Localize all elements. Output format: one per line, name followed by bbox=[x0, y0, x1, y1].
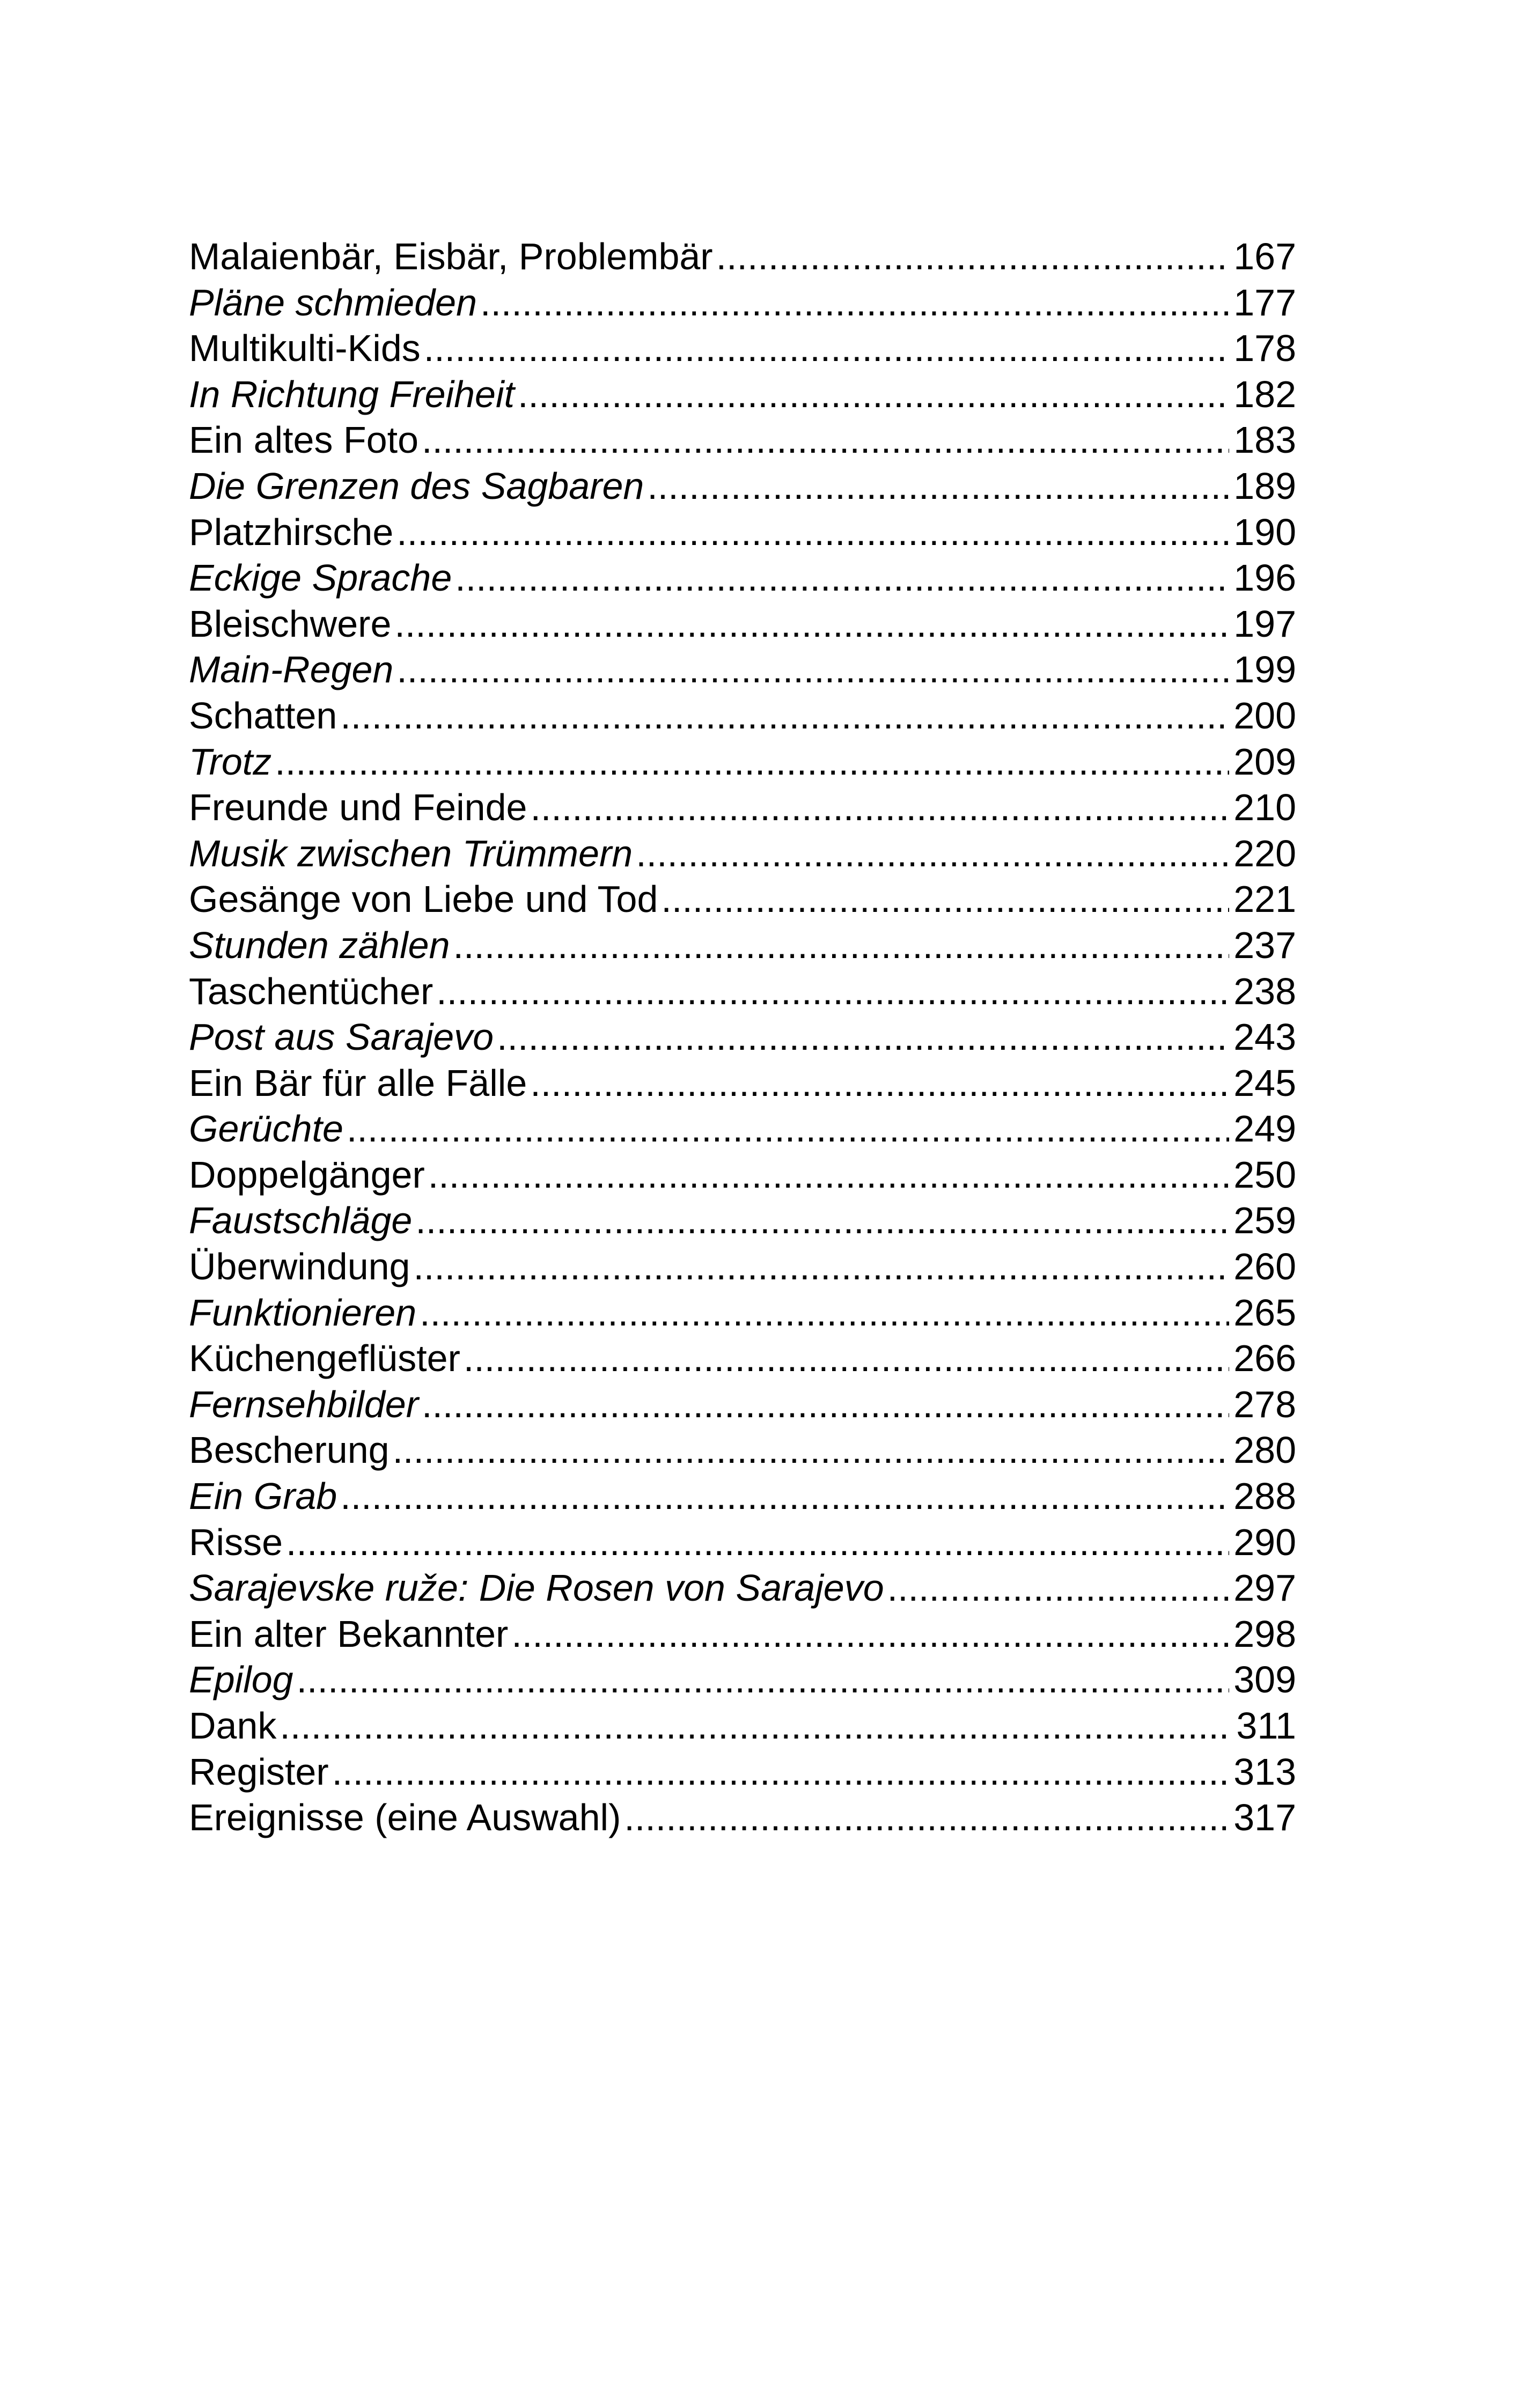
toc-entry-title: Musik zwischen Trümmern bbox=[189, 832, 633, 874]
toc-entry-page-number: 309 bbox=[1233, 1659, 1296, 1701]
toc-entry-page-number: 221 bbox=[1233, 878, 1296, 921]
toc-entry bbox=[189, 1061, 1296, 1107]
toc-entry-page-number: 249 bbox=[1233, 1108, 1296, 1150]
toc-entry-page-number: 209 bbox=[1233, 740, 1296, 783]
toc-entry-page-number: 183 bbox=[1233, 419, 1296, 461]
dot-leader bbox=[275, 739, 1229, 785]
toc-entry-title: Die Grenzen des Sagbaren bbox=[189, 465, 644, 507]
toc-entry-title: Küchengeflüster bbox=[189, 1337, 460, 1380]
toc-entry bbox=[189, 1565, 1296, 1611]
dot-leader bbox=[636, 831, 1229, 877]
toc-entry bbox=[189, 555, 1296, 601]
dot-leader bbox=[393, 1427, 1230, 1474]
toc-entry-title: Bescherung bbox=[189, 1429, 390, 1471]
toc-entry-page-number: 259 bbox=[1233, 1199, 1296, 1242]
toc-entry bbox=[189, 1290, 1296, 1336]
dot-leader bbox=[340, 1474, 1229, 1520]
dot-leader bbox=[428, 1152, 1229, 1198]
toc-entry-page-number: 317 bbox=[1233, 1796, 1296, 1839]
toc-entry bbox=[189, 1611, 1296, 1658]
toc-entry bbox=[189, 923, 1296, 969]
toc-entry-title: Ein Bär für alle Fälle bbox=[189, 1062, 527, 1104]
toc-entry-page-number: 265 bbox=[1233, 1291, 1296, 1334]
toc-entry-page-number: 196 bbox=[1233, 557, 1296, 599]
toc-entry-title: Pläne schmieden bbox=[189, 281, 477, 323]
toc-entry-page-number: 189 bbox=[1233, 465, 1296, 507]
dot-leader bbox=[422, 417, 1229, 463]
dot-leader bbox=[661, 877, 1229, 923]
toc-entry bbox=[189, 1520, 1296, 1566]
toc-entry-title: Ein altes Foto bbox=[189, 419, 418, 461]
toc-entry-page-number: 167 bbox=[1233, 235, 1296, 277]
toc-entry bbox=[189, 417, 1296, 463]
toc-entry-title: Main-Regen bbox=[189, 649, 394, 691]
dot-leader bbox=[453, 923, 1230, 969]
toc-entry-title: Faustschläge bbox=[189, 1199, 413, 1242]
toc-entry-page-number: 220 bbox=[1233, 832, 1296, 874]
toc-entry-title: Schatten bbox=[189, 694, 337, 737]
toc-entry-title: Ein alter Bekannter bbox=[189, 1612, 509, 1655]
toc-entry-title: Ereignisse (eine Auswahl) bbox=[189, 1796, 621, 1839]
toc-entry-page-number: 210 bbox=[1233, 786, 1296, 829]
dot-leader bbox=[286, 1520, 1229, 1566]
toc-entry-title: Stunden zählen bbox=[189, 924, 450, 966]
toc-entry bbox=[189, 877, 1296, 923]
toc-entry-title: Funktionieren bbox=[189, 1291, 417, 1334]
dot-leader bbox=[518, 372, 1229, 418]
toc-entry bbox=[189, 601, 1296, 647]
toc-entry-page-number: 278 bbox=[1233, 1383, 1296, 1425]
dot-leader bbox=[424, 326, 1229, 372]
toc-entry-title: Gerüchte bbox=[189, 1108, 343, 1150]
toc-entry bbox=[189, 693, 1296, 739]
toc-entry-page-number: 238 bbox=[1233, 970, 1296, 1012]
toc-entry-page-number: 298 bbox=[1233, 1612, 1296, 1655]
toc-entry-title: In Richtung Freiheit bbox=[189, 373, 515, 415]
dot-leader bbox=[530, 785, 1229, 831]
dot-leader bbox=[455, 555, 1229, 601]
dot-leader bbox=[420, 1290, 1229, 1336]
toc-entry bbox=[189, 372, 1296, 418]
toc-entry bbox=[189, 647, 1296, 693]
toc-entry-title: Eckige Sprache bbox=[189, 557, 452, 599]
toc-entry bbox=[189, 1749, 1296, 1795]
toc-entry bbox=[189, 1795, 1296, 1841]
toc-entry-title: Fernsehbilder bbox=[189, 1383, 418, 1425]
toc-entry-title: Multikulti-Kids bbox=[189, 327, 421, 370]
toc-entry-page-number: 250 bbox=[1233, 1153, 1296, 1196]
toc-entry-page-number: 178 bbox=[1233, 327, 1296, 370]
toc-entry-page-number: 280 bbox=[1233, 1429, 1296, 1471]
toc-entry-page-number: 260 bbox=[1233, 1246, 1296, 1288]
dot-leader bbox=[297, 1657, 1230, 1703]
toc-entry-title: Trotz bbox=[189, 740, 272, 783]
toc-entry-title: Doppelgänger bbox=[189, 1153, 425, 1196]
toc-entry-page-number: 290 bbox=[1233, 1521, 1296, 1563]
dot-leader bbox=[422, 1382, 1229, 1428]
toc-entry-title: Freunde und Feinde bbox=[189, 786, 527, 829]
toc-entry-title: Dank bbox=[189, 1705, 277, 1747]
dot-leader bbox=[396, 510, 1229, 556]
table-of-contents bbox=[189, 234, 1296, 1841]
toc-entry bbox=[189, 785, 1296, 831]
toc-entry bbox=[189, 234, 1296, 280]
dot-leader bbox=[647, 463, 1229, 510]
dot-leader bbox=[464, 1336, 1229, 1382]
toc-entry bbox=[189, 280, 1296, 326]
toc-entry-page-number: 197 bbox=[1233, 602, 1296, 645]
toc-entry-page-number: 177 bbox=[1233, 281, 1296, 323]
toc-entry-page-number: 311 bbox=[1236, 1705, 1296, 1747]
dot-leader bbox=[347, 1106, 1229, 1152]
dot-leader bbox=[480, 280, 1229, 326]
toc-entry bbox=[189, 1336, 1296, 1382]
dot-leader bbox=[394, 601, 1229, 647]
dot-leader bbox=[624, 1795, 1229, 1841]
dot-leader bbox=[396, 647, 1229, 693]
toc-entry bbox=[189, 1703, 1296, 1749]
toc-entry bbox=[189, 1014, 1296, 1061]
toc-entry-page-number: 200 bbox=[1233, 694, 1296, 737]
toc-entry bbox=[189, 1657, 1296, 1703]
dot-leader bbox=[332, 1749, 1230, 1795]
toc-entry-title: Gesänge von Liebe und Tod bbox=[189, 878, 658, 921]
toc-entry-page-number: 199 bbox=[1233, 649, 1296, 691]
toc-entry-page-number: 237 bbox=[1233, 924, 1296, 966]
toc-entry-title: Sarajevske ruže: Die Rosen von Sarajevo bbox=[189, 1567, 884, 1609]
dot-leader bbox=[280, 1703, 1232, 1749]
dot-leader bbox=[340, 693, 1229, 739]
toc-entry-title: Überwindung bbox=[189, 1246, 410, 1288]
dot-leader bbox=[716, 234, 1230, 280]
toc-entry-page-number: 190 bbox=[1233, 511, 1296, 553]
dot-leader bbox=[530, 1061, 1229, 1107]
toc-entry-title: Register bbox=[189, 1750, 329, 1793]
toc-entry bbox=[189, 831, 1296, 877]
toc-entry bbox=[189, 326, 1296, 372]
dot-leader bbox=[436, 969, 1229, 1015]
dot-leader bbox=[887, 1565, 1230, 1611]
toc-entry-page-number: 245 bbox=[1233, 1062, 1296, 1104]
toc-entry bbox=[189, 969, 1296, 1015]
toc-entry-page-number: 243 bbox=[1233, 1016, 1296, 1058]
toc-entry-page-number: 313 bbox=[1233, 1750, 1296, 1793]
toc-entry-page-number: 182 bbox=[1233, 373, 1296, 415]
toc-entry-title: Post aus Sarajevo bbox=[189, 1016, 494, 1058]
toc-entry-title: Ein Grab bbox=[189, 1475, 337, 1518]
toc-entry bbox=[189, 1474, 1296, 1520]
toc-entry-title: Risse bbox=[189, 1521, 283, 1563]
toc-entry bbox=[189, 510, 1296, 556]
toc-entry-title: Malaienbär, Eisbär, Problembär bbox=[189, 235, 713, 277]
dot-leader bbox=[415, 1198, 1229, 1244]
toc-entry bbox=[189, 1382, 1296, 1428]
toc-entry bbox=[189, 1152, 1296, 1198]
toc-entry-title: Taschentücher bbox=[189, 970, 433, 1012]
toc-entry-title: Bleischwere bbox=[189, 602, 392, 645]
toc-entry-title: Platzhirsche bbox=[189, 511, 394, 553]
toc-entry bbox=[189, 1244, 1296, 1290]
toc-entry-page-number: 266 bbox=[1233, 1337, 1296, 1380]
toc-entry-title: Epilog bbox=[189, 1659, 293, 1701]
dot-leader bbox=[511, 1611, 1229, 1658]
dot-leader bbox=[413, 1244, 1229, 1290]
toc-entry bbox=[189, 739, 1296, 785]
toc-entry bbox=[189, 1198, 1296, 1244]
toc-entry-page-number: 297 bbox=[1233, 1567, 1296, 1609]
dot-leader bbox=[497, 1014, 1229, 1061]
toc-entry bbox=[189, 1427, 1296, 1474]
toc-entry-page-number: 288 bbox=[1233, 1475, 1296, 1518]
toc-entry bbox=[189, 463, 1296, 510]
toc-entry bbox=[189, 1106, 1296, 1152]
